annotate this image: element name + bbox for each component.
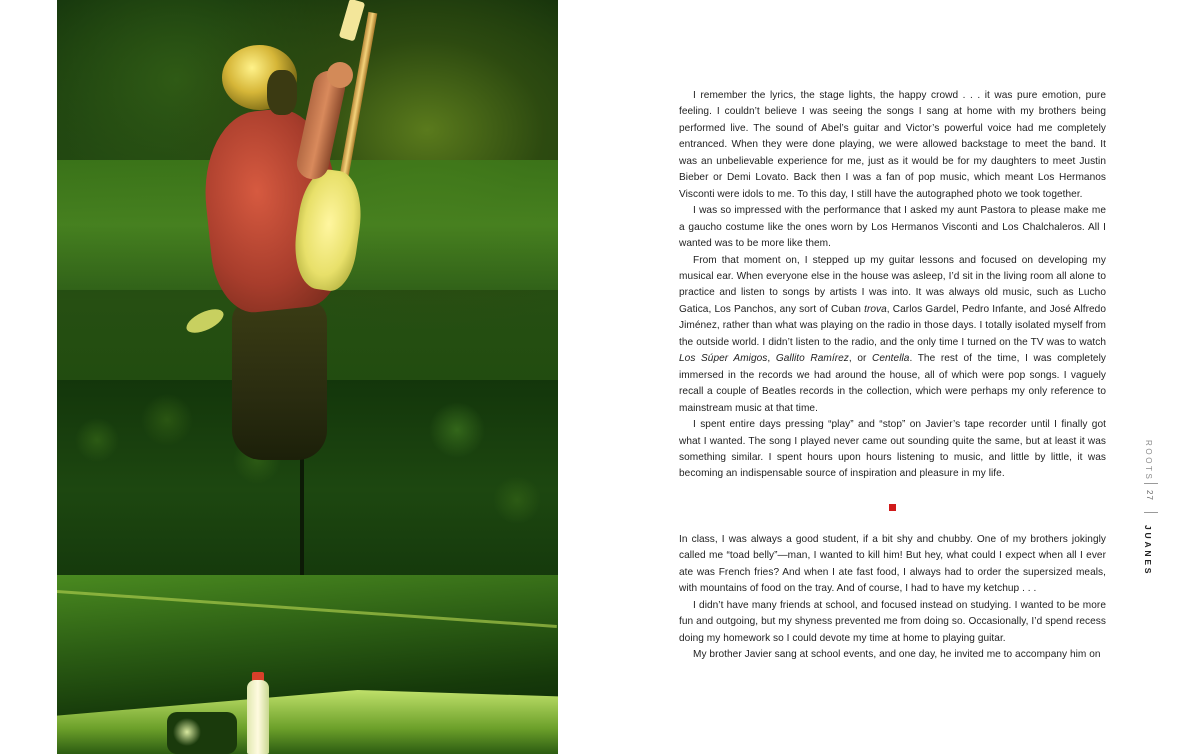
guitarist-figure [57, 0, 558, 754]
text-run: . The rest of the time, I was completely immersed in the records we had around the house, all of which were pop songs. I vaguely recall a couple of Beatles records in the collection, which were perhaps my only reference to mainstream music at that time. [679, 353, 1106, 414]
italic-title: Gallito Ramírez [775, 353, 849, 365]
water-bottle [247, 680, 269, 754]
paragraph: I was so impressed with the performance that I asked my aunt Pastora to please make me a gaucho costume like the ones worn by Los Hermanos Visconti and Los Chalchaleros. All I wanted was to be more like them. [679, 205, 1106, 250]
paragraph: I spent entire days pressing “play” and “stop” on Javier’s tape recorder until I finally got what I wanted. The song I played never came out sounding quite the same, but at least it was something similar. I spent hours upon hours listening to music, and little by little, it was becoming an indispensable source of inspiration and pleasure in my life. [679, 419, 1106, 480]
paragraph: My brother Javier sang at school events, and one day, he invited me to accompany him on [693, 649, 1101, 661]
paragraph: I remember the lyrics, the stage lights, the happy crowd . . . it was pure emotion, pure feeling. I couldn’t believe I was seeing the songs I sang at home with my brothers being performed live. The sound of Abel’s guitar and Victor’s powerful voice had me completely entranced. When they were done playing, we were allowed backstage to meet the band. It was an unbelievable experience for me, just as it would be for my daughters to meet Justin Bieber or Demi Lovato. Back then I was a fan of pop music, which meant Los Hermanos Visconti were idols to me. To this day, I still have the autographed photo we took together. [679, 90, 1106, 200]
text-run: , or [848, 353, 873, 365]
concert-photo [57, 0, 558, 754]
performer-face [267, 70, 297, 115]
running-head-section: ROOTS [1144, 440, 1153, 482]
guitar-headstock [339, 0, 365, 41]
italic-title: Los Súper Amigos [679, 353, 768, 365]
running-head-divider [1144, 483, 1158, 484]
italic-title: Centella [872, 353, 910, 365]
text-run: , Carlos Gardel, Pedro Infante, and José Alfredo Jiménez, rather than what was playing on the radio in those days. I totally isolated myself from the outside world. I didn’t listen to the radio, and the only time I turned on the TV was to watch [679, 303, 1106, 348]
paragraph: In class, I was always a good student, if a bit shy and chubby. One of my brothers jokingly called me “toad belly”—man, I wanted to kill him! But hey, what could I expect when all I ever ate was French fries? And when I ate fast food, I always had to order the supersized meals, with mountains of food on the tray. And of course, I had to have my ketchup . . . [679, 533, 1106, 595]
text-run: From that moment on, I stepped up my guitar lessons and focused on developing my musical ear. When everyone else in the house was asleep, I’d sit in the living room all alone to practice and listen to songs by artists I was into. It was always old music, such as Lucho Gatica, Los Panchos, any sort of Cuban [679, 254, 1106, 315]
performer-hand [327, 62, 353, 88]
performer-legs [232, 300, 327, 460]
effects-pedal [167, 712, 237, 754]
italic-term: trova [864, 303, 887, 315]
running-head [1140, 430, 1162, 590]
body-text [679, 88, 1106, 664]
performer-shoe [183, 304, 227, 337]
paragraph [679, 253, 1106, 418]
running-head-divider [1144, 512, 1158, 513]
paragraph: I didn’t have many friends at school, and focused instead on studying. I wanted to be more fun and outgoing, but my shyness prevented me from doing so. Occasionally, I’d spend recess doing my homework so I could devote my time at home to playing guitar. [679, 599, 1106, 644]
page-number: 27 [1145, 490, 1154, 501]
section-break-marker [889, 504, 896, 511]
text-run: , [767, 353, 776, 365]
running-head-author: JUANES [1143, 525, 1153, 577]
